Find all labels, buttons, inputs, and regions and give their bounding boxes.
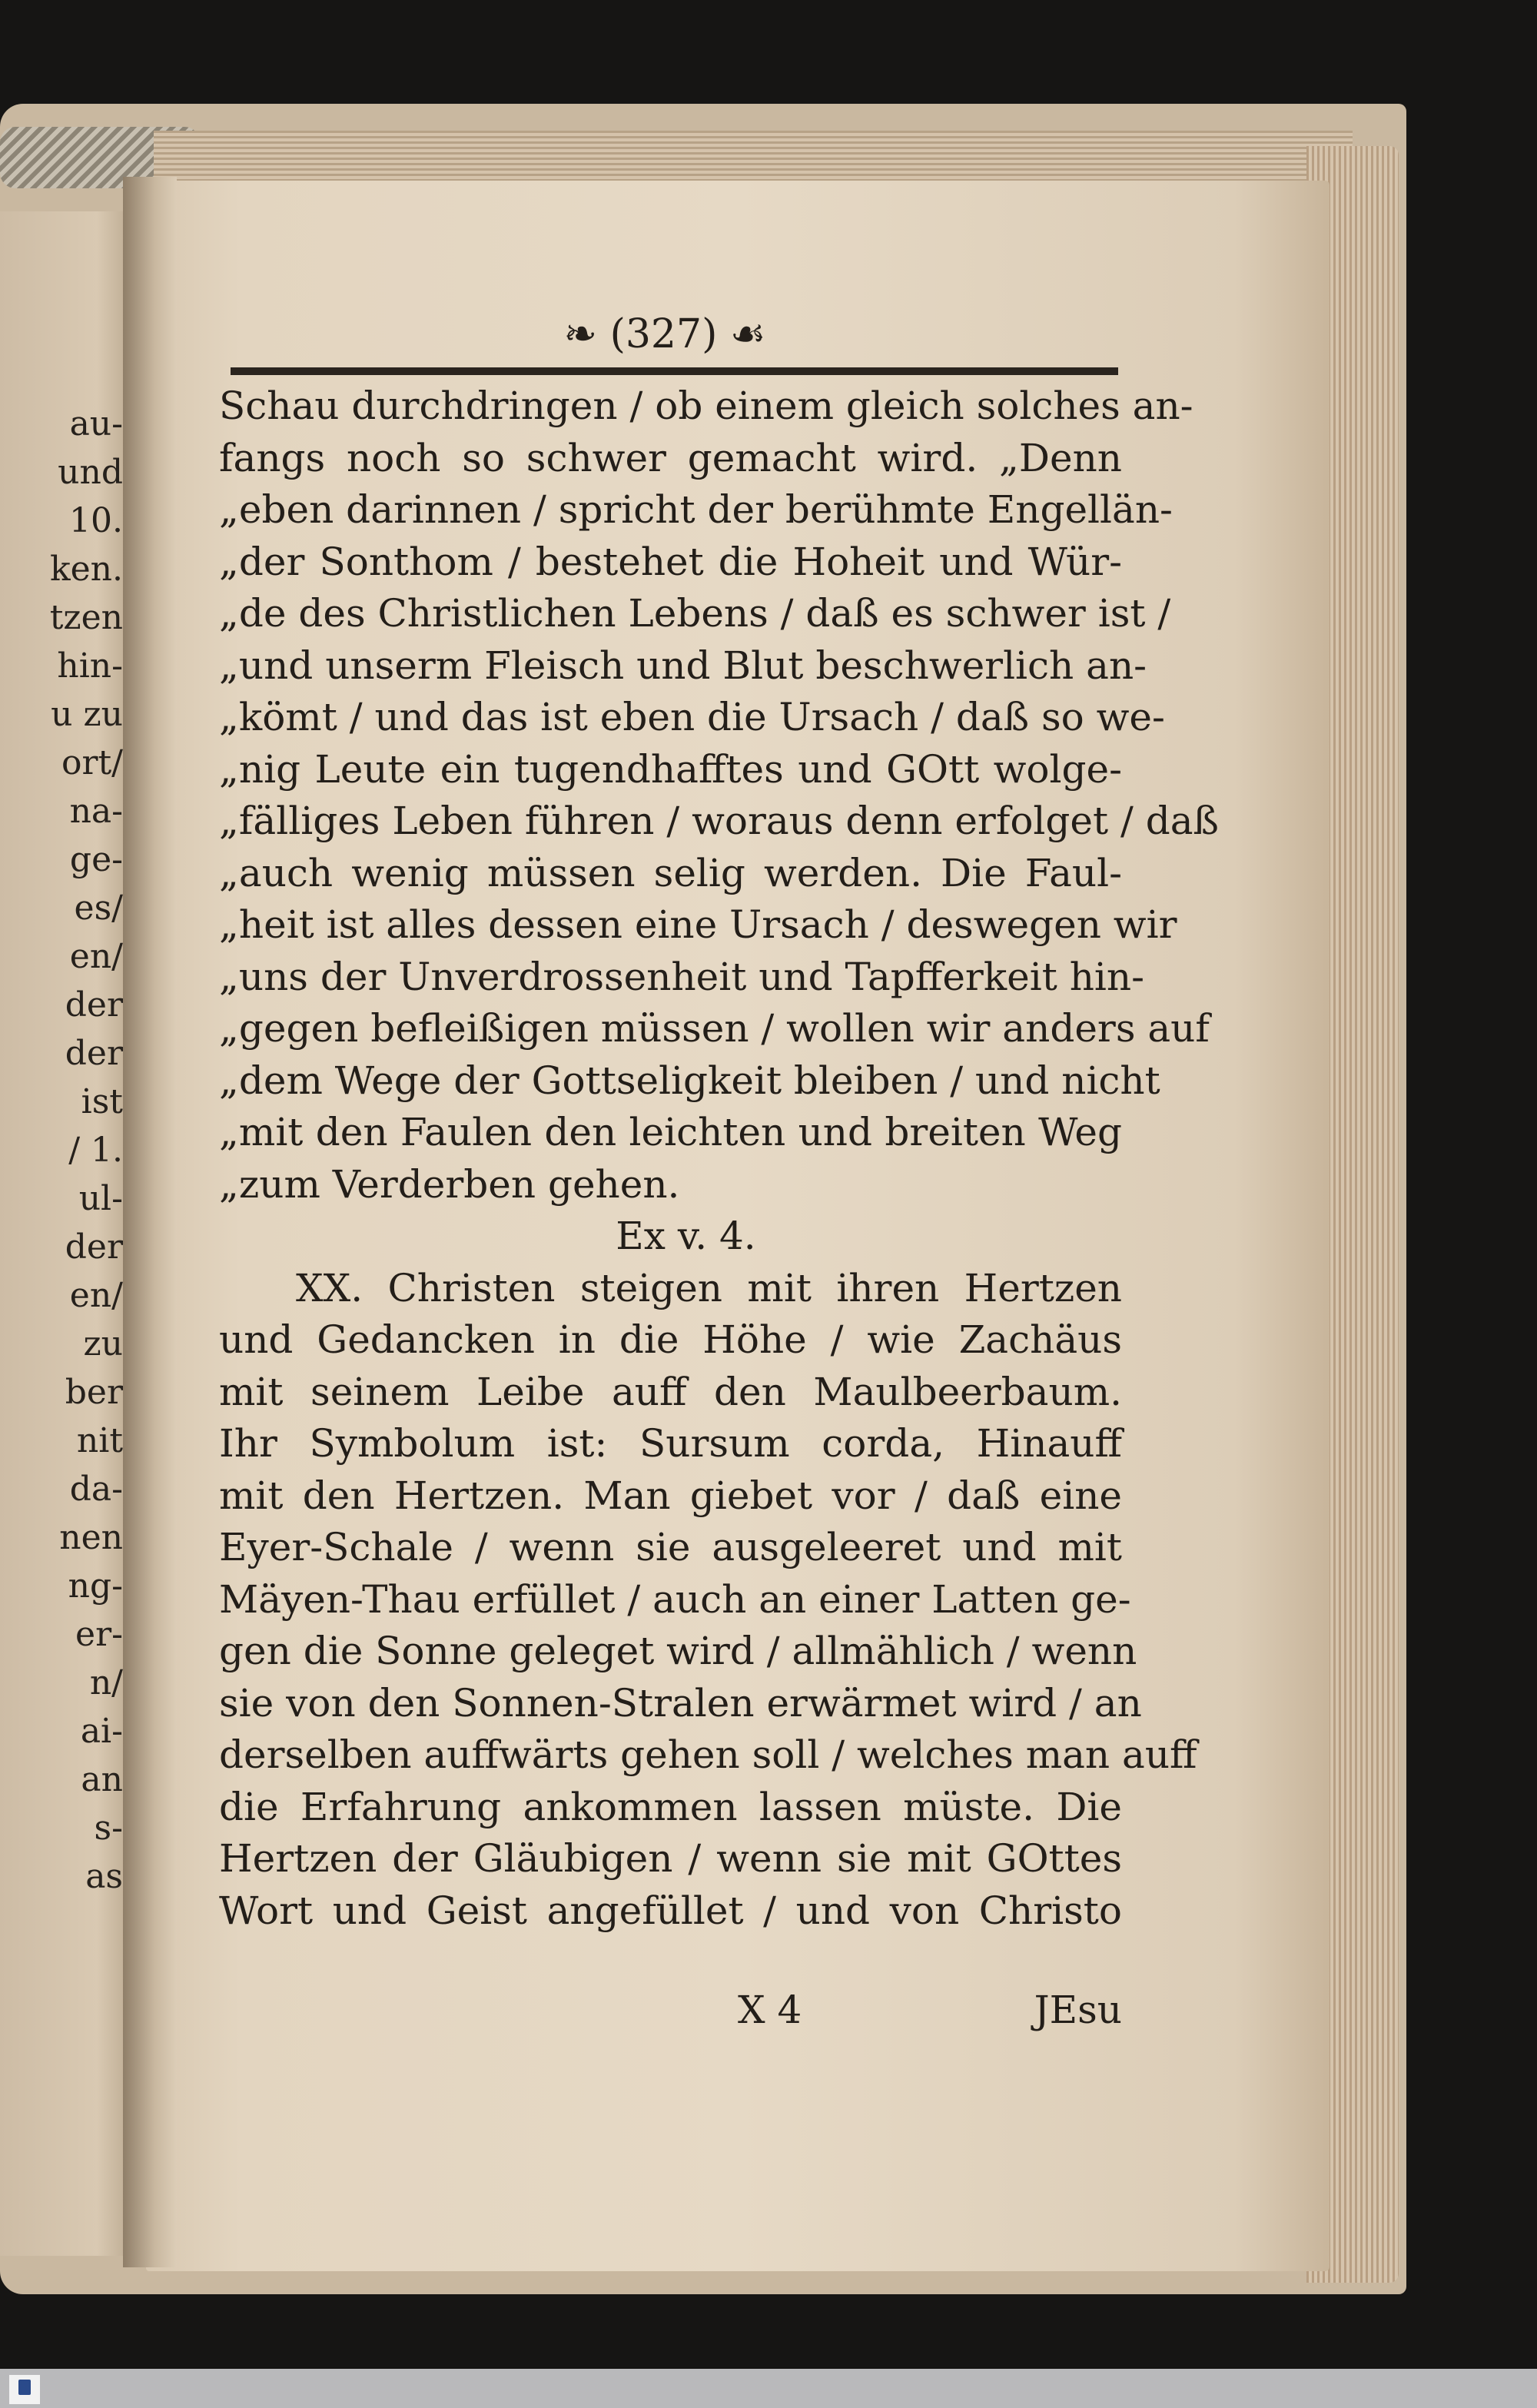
left-page-fragment: da-	[69, 1470, 123, 1509]
left-page-fragment: ng-	[68, 1566, 123, 1606]
left-page-fragment: en/	[69, 1276, 123, 1315]
catchword: JEsu	[1034, 1988, 1122, 2032]
ornament-left-icon: ❧	[563, 311, 598, 357]
text-line: „der Sonthom / bestehet die Hoheit und Wür-	[219, 539, 1122, 584]
left-page-fragment: en/	[69, 937, 123, 976]
text-line: „heit ist alles dessen eine Ursach / deswegen wir	[219, 902, 1177, 947]
left-page-fragment: nit	[76, 1421, 123, 1460]
section-line: und Gedancken in die Höhe / wie Zachäus	[219, 1317, 1122, 1362]
text-line: „gegen befleißigen müssen / wollen wir anders auf	[219, 1006, 1210, 1051]
left-page-fragment: au-	[69, 404, 123, 443]
gutter	[123, 177, 177, 2267]
section-line: derselben auffwärts gehen soll / welches man auff	[219, 1732, 1197, 1777]
section-heading-line: XX. Christen steigen mit ihren Hertzen	[296, 1265, 1122, 1310]
left-page-fragment: ge-	[69, 840, 123, 879]
left-page-fragment: zu	[83, 1324, 123, 1363]
section-line: sie von den Sonnen-Stralen erwärmet wird / an	[219, 1680, 1142, 1725]
left-page-fragment: / 1.	[68, 1131, 123, 1170]
left-page-fragment: und	[58, 453, 123, 492]
left-page-fragment: ai-	[80, 1712, 123, 1751]
left-page-fragment: der	[65, 1227, 123, 1267]
section-line: Hertzen der Gläubigen / wenn sie mit GOttes	[219, 1836, 1122, 1881]
main-text	[219, 380, 1219, 1937]
left-page-fragment: ber	[65, 1373, 123, 1412]
left-page-fragment: der	[65, 985, 123, 1025]
page-header	[538, 307, 792, 361]
text-line: fangs noch so schwer gemacht wird. „Denn	[219, 435, 1122, 480]
section-line: gen die Sonne geleget wird / allmählich / wenn	[219, 1629, 1137, 1673]
left-page-fragment: es/	[74, 888, 123, 928]
left-page-fragment: ist	[81, 1082, 123, 1121]
left-page-fragment: n/	[89, 1663, 123, 1702]
left-page-fragment: ort/	[61, 743, 123, 782]
text-line: „dem Wege der Gottseligkeit bleiben / und nicht	[219, 1058, 1160, 1103]
library-logo-icon	[9, 2375, 40, 2404]
text-line: „mit den Faulen den leichten und breiten Weg	[219, 1110, 1122, 1154]
section-line: Wort und Geist angefüllet / und von Christo	[219, 1888, 1122, 1933]
text-line: „de des Christlichen Lebens / daß es schwer ist /	[219, 591, 1171, 636]
text-line: „fälliges Leben führen / woraus denn erfolget / daß	[219, 799, 1219, 843]
section-line: mit den Hertzen. Man giebet vor / daß eine	[219, 1473, 1122, 1518]
text-line: „zum Verderben gehen.	[219, 1161, 680, 1207]
left-page-fragment: ul-	[78, 1179, 123, 1218]
signature-mark: X 4	[738, 1988, 802, 2032]
section-line: Ihr Symbolum ist: Sursum corda, Hinauff	[219, 1421, 1122, 1466]
left-page-fragment: tzen	[49, 598, 123, 637]
left-page-fragment: der	[65, 1034, 123, 1073]
text-line: „und unserm Fleisch und Blut beschwerlich an-	[219, 643, 1147, 688]
section-reference: Ex v. 4.	[616, 1214, 756, 1258]
text-line: „nig Leute ein tugendhafftes und GOtt wolge-	[219, 746, 1122, 792]
left-page-fragment: hin-	[57, 646, 123, 686]
section-line: die Erfahrung ankommen lassen müste. Die	[219, 1784, 1122, 1829]
left-page-fragment: u zu	[51, 695, 123, 734]
section-line: Mäyen-Thau erfüllet / auch an einer Latten ge-	[219, 1576, 1131, 1622]
page-number: (327)	[609, 311, 718, 357]
left-page-fragment: er-	[75, 1615, 123, 1654]
ornament-right-icon: ☙	[729, 311, 766, 357]
left-page-fragment: nen	[59, 1518, 123, 1557]
text-line: „uns der Unverdrossenheit und Tapfferkeit hin-	[219, 954, 1144, 999]
left-page-fragment: s-	[94, 1808, 123, 1848]
left-page-fragment: na-	[69, 792, 123, 831]
text-line: „eben darinnen / spricht der berühmte Engellän-	[219, 487, 1173, 532]
section-line: Eyer-Schale / wenn sie ausgeleeret und mit	[219, 1525, 1122, 1569]
text-line: Schau durchdringen / ob einem gleich solches an-	[219, 384, 1193, 428]
left-page-fragment: an	[81, 1760, 123, 1799]
left-page-fragment: as	[85, 1857, 123, 1896]
section-line: mit seinem Leibe auff den Maulbeerbaum.	[219, 1369, 1122, 1414]
text-line: „auch wenig müssen selig werden. Die Faul-	[219, 850, 1122, 895]
left-page-fragment: 10.	[69, 501, 123, 540]
left-page-fragment: ken.	[49, 550, 123, 589]
left-page-text	[0, 400, 123, 1901]
text-line: „kömt / und das ist eben die Ursach / daß so we-	[219, 695, 1165, 739]
header-rule	[231, 367, 1118, 375]
viewer-footer-bar	[0, 2369, 1537, 2408]
